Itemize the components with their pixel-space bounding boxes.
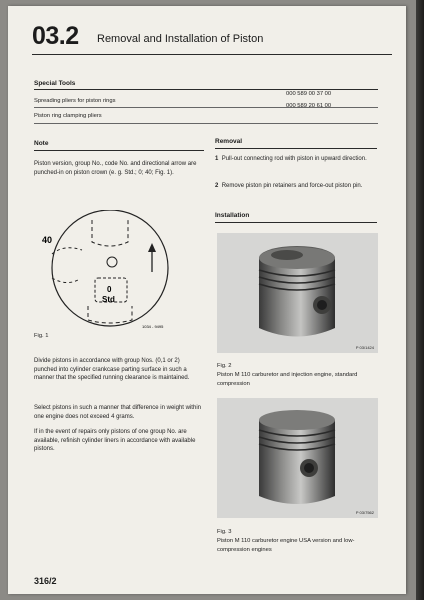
installation-heading: Installation	[215, 212, 250, 219]
tool-1-part-number: 000 589 00 37 00	[286, 91, 332, 97]
fig3-caption-title: Fig. 3	[217, 529, 232, 535]
fig3-piston-photo	[217, 398, 378, 518]
removal-step-2-text: Remove piston pin retainers and force-out piston pin.	[221, 183, 363, 189]
fig1-label-std: Std	[102, 295, 115, 304]
fig1-code: 1034 - 9495	[142, 324, 164, 329]
fig3-caption-text: Piston M 110 carburetor engine USA version and low-compression engines	[217, 538, 355, 553]
removal-step-1-number: 1	[215, 156, 219, 162]
para-piston-weight: Select pistons in such a manner that difference in weight within one engine does not exceed 4 grams.	[34, 405, 201, 420]
fig1-caption: Fig. 1	[34, 333, 49, 339]
header-rule	[32, 54, 392, 55]
removal-rule	[215, 148, 377, 149]
para-refinish-liners: If in the event of repairs only pistons of one group No. are available, refinish cylinder liners in accordance with available pistons.	[34, 429, 196, 453]
fig3-code: P 03/7562	[355, 510, 374, 515]
note-rule	[34, 150, 204, 151]
tool-2-part-number: 000 589 20 61 00	[286, 103, 332, 109]
tool-1-label: Spreading pliers for piston rings	[34, 98, 116, 104]
fig2-piston-photo	[217, 233, 378, 353]
tool-table-bottom-rule	[34, 123, 378, 124]
special-tools-heading: Special Tools	[34, 80, 76, 87]
fig1-label-0: 0	[107, 285, 112, 294]
note-text: Piston version, group No., code No. and directional arrow are punched-in on piston crown (e. g. Std.; 0; 40; Fig. 1).	[34, 161, 197, 176]
removal-step-1-text: Pull-out connecting rod with piston in upward direction.	[221, 156, 367, 162]
installation-rule	[215, 222, 377, 223]
removal-step-2	[215, 182, 377, 191]
fig1-label-40: 40	[42, 235, 53, 245]
removal-step-1	[215, 155, 377, 164]
section-number: 03.2	[32, 22, 79, 50]
special-tools-rule	[34, 89, 378, 90]
note-heading: Note	[34, 140, 49, 147]
fig1-piston-crown-diagram	[30, 210, 180, 330]
page-number: 316/2	[34, 576, 57, 586]
removal-heading: Removal	[215, 138, 243, 145]
fig2-code: P 03/1424	[355, 345, 374, 350]
fig2-caption-title: Fig. 2	[217, 363, 232, 369]
removal-step-2-number: 2	[215, 183, 219, 189]
tool-2-label: Piston ring clamping pliers	[34, 113, 102, 119]
para-pistons-groups: Divide pistons in accordance with group Nos. (0,1 or 2) punched into cylinder crankcase parting surface in such a manner that the specified running clearance is maintained.	[34, 358, 190, 382]
book-spine	[416, 0, 424, 600]
fig2-caption-text: Piston M 110 carburetor and injection engine, standard compression	[217, 372, 358, 387]
section-title: Removal and Installation of Piston	[97, 33, 264, 45]
